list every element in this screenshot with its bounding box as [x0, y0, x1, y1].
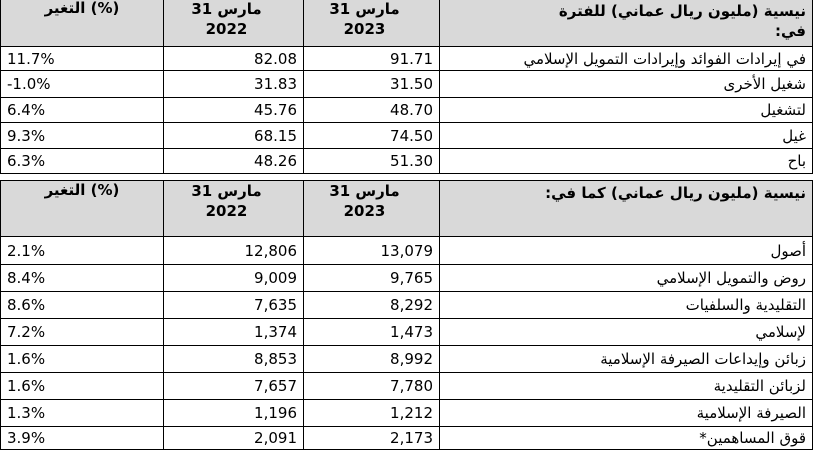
header-2023-date: 31 مارس	[329, 0, 400, 18]
value-2022-cell: 45.76	[164, 98, 304, 123]
value-2022-cell: 48.26	[164, 149, 304, 174]
change-cell: -1.0%	[1, 71, 164, 98]
header-2023-year: 2023	[343, 202, 386, 220]
change-cell: 11.7%	[1, 47, 164, 71]
header-2023	[304, 0, 440, 47]
table-row	[1, 123, 813, 149]
value-2023-cell: 8,992	[304, 346, 440, 373]
value-2023-cell: 91.71	[304, 47, 440, 71]
value-2023-cell: 1,473	[304, 319, 440, 346]
value-2023-cell: 7,780	[304, 373, 440, 400]
change-cell: 8.4%	[1, 265, 164, 292]
row-label: زبائن وإيداعات الصيرفة الإسلامية	[440, 346, 813, 373]
change-cell: 7.2%	[1, 319, 164, 346]
value-2022-cell: 1,374	[164, 319, 304, 346]
header-2023-date: 31 مارس	[329, 182, 400, 200]
row-label: في إيرادات الفوائد وإيرادات التمويل الإسلامي	[440, 47, 813, 71]
value-2022-cell: 82.08	[164, 47, 304, 71]
header-label	[440, 0, 813, 47]
value-2023-cell: 2,173	[304, 427, 440, 450]
header-label-line1: نيسية (مليون ريال عماني) للفترة	[558, 2, 806, 20]
table-row	[1, 292, 813, 319]
value-2022-cell: 1,196	[164, 400, 304, 427]
header-2022	[164, 181, 304, 237]
header-2022	[164, 0, 304, 47]
row-label: لتشغيل	[440, 98, 813, 123]
table-row	[1, 400, 813, 427]
header-label-line2: في:	[775, 22, 806, 40]
header-label: نيسية (مليون ريال عماني) كما في:	[440, 181, 813, 237]
table-row	[1, 427, 813, 450]
change-cell: 6.3%	[1, 149, 164, 174]
value-2022-cell: 2,091	[164, 427, 304, 450]
table-row	[1, 319, 813, 346]
value-2022-cell: 8,853	[164, 346, 304, 373]
value-2023-cell: 31.50	[304, 71, 440, 98]
value-2023-cell: 48.70	[304, 98, 440, 123]
table-row	[1, 346, 813, 373]
row-label: لزبائن التقليدية	[440, 373, 813, 400]
header-change: التغير (%)	[1, 181, 164, 237]
value-2023-cell: 9,765	[304, 265, 440, 292]
row-label: غيل	[440, 123, 813, 149]
value-2022-cell: 9,009	[164, 265, 304, 292]
value-2022-cell: 68.15	[164, 123, 304, 149]
income-table	[0, 0, 813, 174]
balance-table-body	[1, 181, 813, 450]
row-label: التقليدية والسلفيات	[440, 292, 813, 319]
header-change: التغير (%)	[1, 0, 164, 47]
header-2022-date: 31 مارس	[191, 0, 262, 18]
table-row	[1, 237, 813, 265]
change-cell: 2.1%	[1, 237, 164, 265]
table-row	[1, 149, 813, 174]
value-2022-cell: 7,657	[164, 373, 304, 400]
table-row	[1, 373, 813, 400]
header-2022-date: 31 مارس	[191, 182, 262, 200]
change-cell: 3.9%	[1, 427, 164, 450]
change-cell: 6.4%	[1, 98, 164, 123]
value-2023-cell: 8,292	[304, 292, 440, 319]
row-label: الصيرفة الإسلامية	[440, 400, 813, 427]
balance-header-row	[1, 181, 813, 237]
change-cell: 8.6%	[1, 292, 164, 319]
header-2023-year: 2023	[343, 20, 386, 38]
row-label: قوق المساهمين*	[440, 427, 813, 450]
header-2023	[304, 181, 440, 237]
table-row	[1, 265, 813, 292]
value-2023-cell: 13,079	[304, 237, 440, 265]
change-cell: 1.6%	[1, 346, 164, 373]
income-header-row	[1, 0, 813, 47]
table-row	[1, 47, 813, 71]
row-label: روض والتمويل الإسلامي	[440, 265, 813, 292]
change-cell: 9.3%	[1, 123, 164, 149]
row-label: لإسلامي	[440, 319, 813, 346]
value-2022-cell: 12,806	[164, 237, 304, 265]
change-cell: 1.3%	[1, 400, 164, 427]
value-2022-cell: 7,635	[164, 292, 304, 319]
income-table-body	[1, 0, 813, 174]
balance-table	[0, 180, 813, 450]
value-2023-cell: 74.50	[304, 123, 440, 149]
header-2022-year: 2022	[205, 202, 248, 220]
row-label: باح	[440, 149, 813, 174]
table-row	[1, 98, 813, 123]
table-row	[1, 71, 813, 98]
value-2023-cell: 51.30	[304, 149, 440, 174]
header-2022-year: 2022	[205, 20, 248, 38]
value-2023-cell: 1,212	[304, 400, 440, 427]
row-label: أصول	[440, 237, 813, 265]
row-label: شغيل الأخرى	[440, 71, 813, 98]
change-cell: 1.6%	[1, 373, 164, 400]
value-2022-cell: 31.83	[164, 71, 304, 98]
